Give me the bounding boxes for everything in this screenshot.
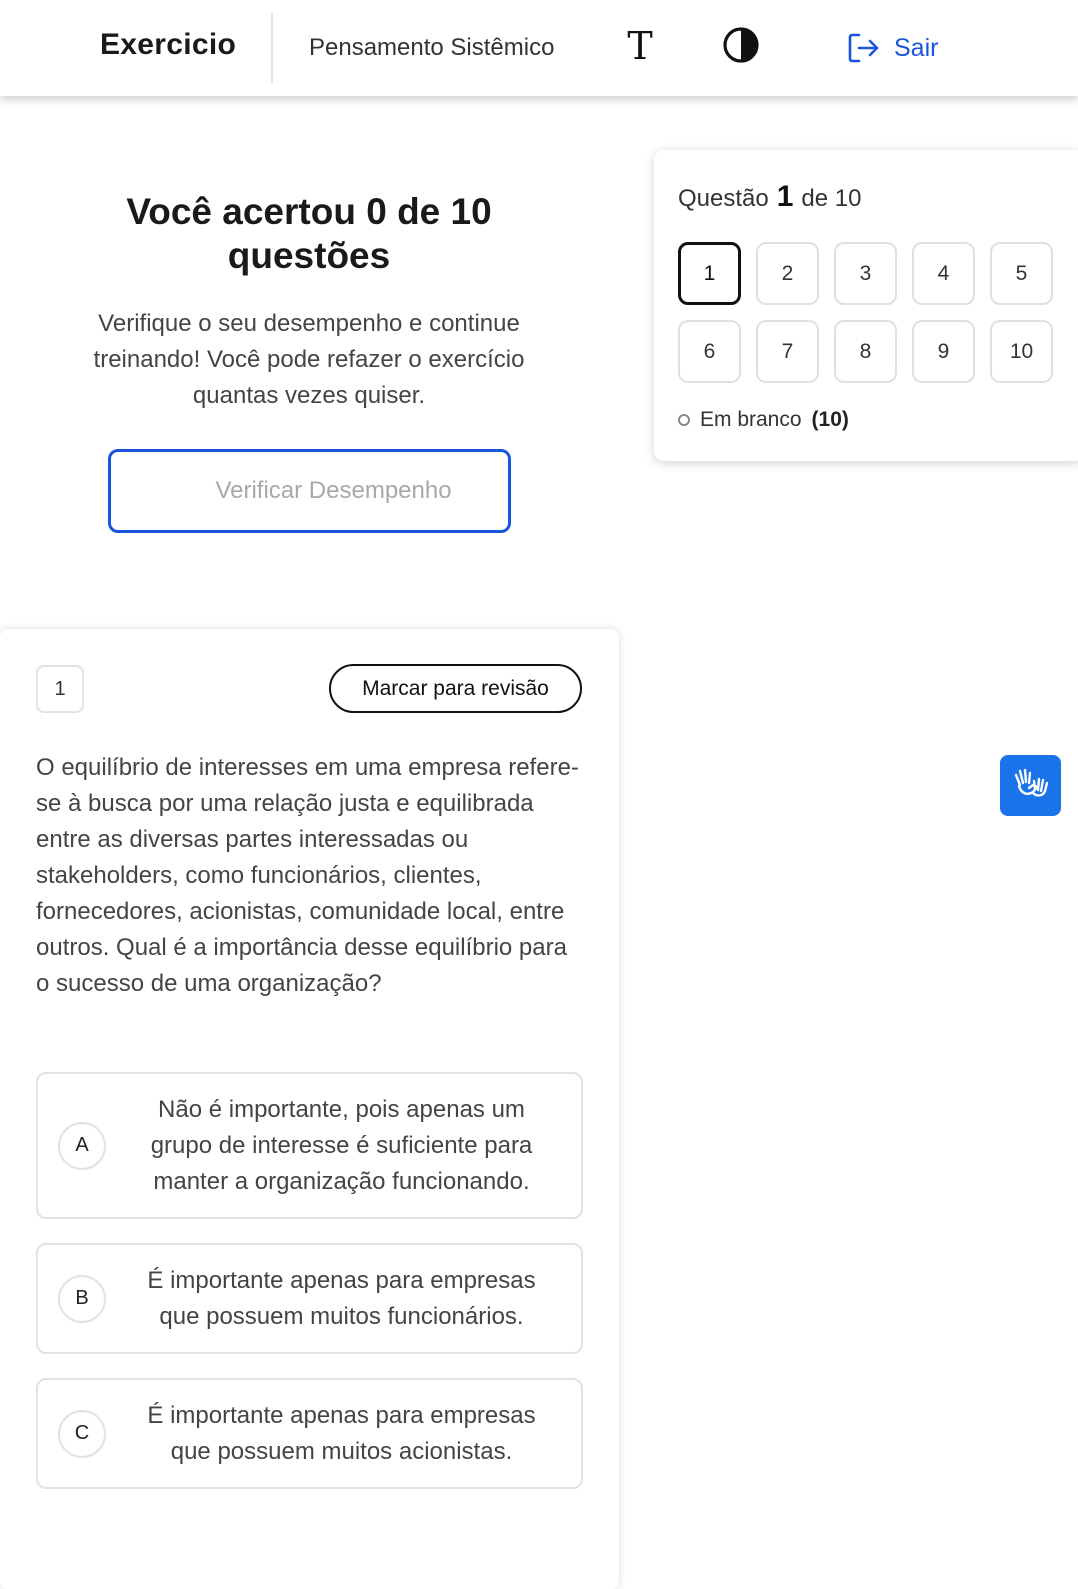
option-c[interactable] [36,1378,583,1489]
question-grid [678,242,1053,383]
option-b[interactable] [36,1243,583,1354]
navigator-label-prefix: Questão [678,185,769,212]
header-divider [271,12,273,84]
option-text: Não é importante, pois apenas um grupo de interesse é suficiente para manter a organização funcionando. [150,1095,533,1195]
brand-title: Exercicio [100,28,237,61]
option-text: É importante apenas para empresas que possuem muitos acionistas. [147,1401,536,1465]
libras-accessibility-button[interactable] [1000,755,1061,816]
option-a[interactable] [36,1072,583,1219]
question-button-4[interactable]: 4 [912,242,975,305]
result-description: Verifique o seu desempenho e continue treinando! Você pode refazer o exercício quantas vezes quiser. [93,310,525,409]
top-header [0,0,1078,96]
sign-language-hands-icon [1011,763,1051,808]
option-letter: B [58,1275,106,1323]
option-text: É importante apenas para empresas que possuem muitos funcionários. [147,1266,536,1330]
mark-for-review-button[interactable]: Marcar para revisão [329,664,582,713]
text-size-icon[interactable]: T [627,24,653,68]
question-text: O equilíbrio de interesses em uma empresa refere-se à busca por uma relação justa e equilibrada entre as diversas partes interessadas ou stakeholders, como funcionários, clientes, fornecedores, acionistas, comunidade local, entre outros. Qual é a importância desse equilíbrio para o sucesso de uma organização? [36,754,579,997]
question-button-8[interactable]: 8 [834,320,897,383]
question-button-10[interactable]: 10 [990,320,1053,383]
blank-legend [678,408,849,432]
question-button-6[interactable]: 6 [678,320,741,383]
question-number-badge: 1 [36,665,84,713]
option-letter: A [58,1122,106,1170]
contrast-icon[interactable] [722,26,760,64]
question-navigator [654,150,1078,461]
legend-label: Em branco [700,408,802,431]
question-button-3[interactable]: 3 [834,242,897,305]
option-letter: C [58,1410,106,1458]
question-button-9[interactable]: 9 [912,320,975,383]
navigator-label-suffix: de 10 [801,185,862,212]
blank-dot-icon [678,414,690,426]
logout-icon [846,31,880,65]
navigator-heading [678,180,861,214]
question-button-7[interactable]: 7 [756,320,819,383]
navigator-current: 1 [776,180,794,213]
result-title: Você acertou 0 de 10 questões [126,191,492,276]
question-button-2[interactable]: 2 [756,242,819,305]
verify-performance-button[interactable]: Verificar Desempenho [108,449,511,533]
legend-count: (10) [811,408,849,431]
logout-label: Sair [894,33,939,62]
subject-title: Pensamento Sistêmico [309,34,555,61]
logout-button[interactable] [846,30,938,66]
question-button-5[interactable]: 5 [990,242,1053,305]
question-button-1[interactable]: 1 [678,242,741,305]
